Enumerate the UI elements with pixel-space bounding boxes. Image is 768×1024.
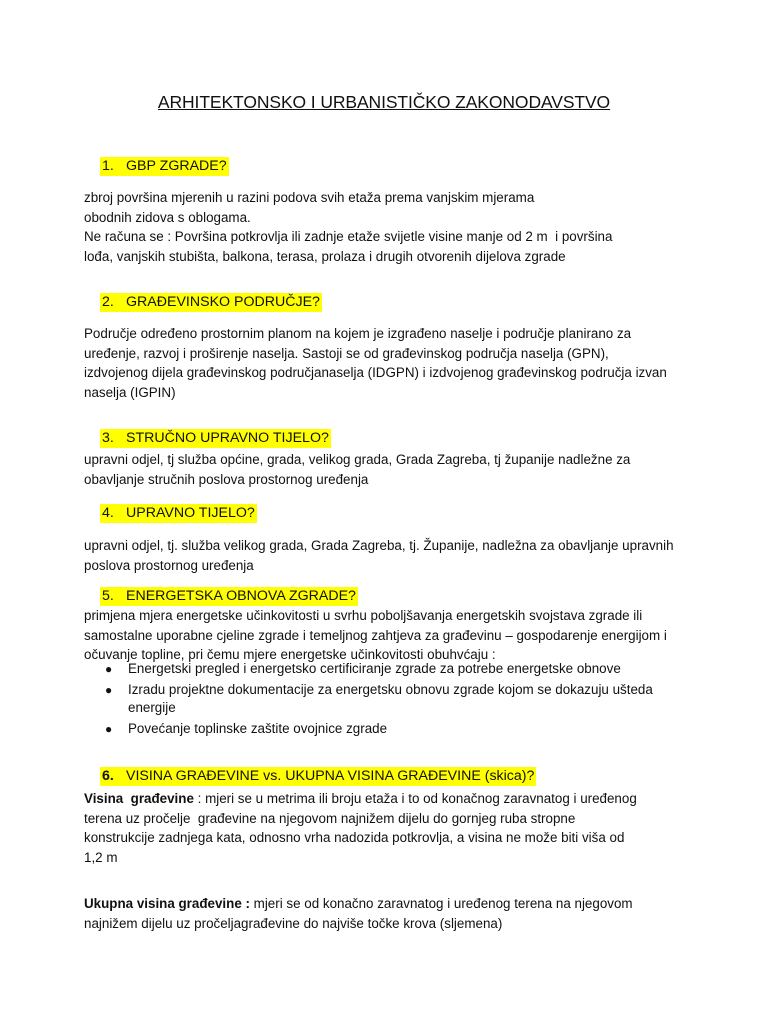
body-line: očuvanje topline, pri čemu mjere energetske učinkovitosti obuhvćaju : bbox=[84, 647, 496, 662]
definition-text: mjeri se od konačno zaravnatog i uređenog terena na njegovom bbox=[249, 896, 633, 911]
section-heading-4 bbox=[100, 504, 257, 523]
list-item bbox=[84, 681, 704, 718]
body-line: obodnih zidova s oblogama. bbox=[84, 209, 251, 225]
definition-text: : mjeri se u metrima ili broju etaža i to od konačnog zaravnatog i uređenog bbox=[193, 791, 637, 806]
bullet-list bbox=[84, 660, 704, 738]
section-number: 4. bbox=[102, 505, 114, 521]
section-heading-2 bbox=[100, 293, 322, 312]
section-number: 5. bbox=[102, 588, 114, 604]
list-item-text: Izradu projektne dokumentacije za energetsku obnovu zgrade kojom se dokazuju ušteda bbox=[128, 681, 653, 697]
section-heading-3 bbox=[100, 429, 331, 448]
body-line: primjena mjera energetske učinkovitosti u svrhu poboljšavanja energetskih svojstava zgrade ili bbox=[84, 608, 643, 623]
bullet-icon: ● bbox=[105, 682, 113, 697]
bullet-icon: ● bbox=[105, 662, 113, 676]
section-body-4 bbox=[84, 536, 704, 575]
body-line: uređenje, razvoj i proširenje naselja. Sastoji se od građevinskog područja naselja (GPN), bbox=[84, 345, 609, 361]
body-line: Područje određeno prostornim planom na kojem je izgrađeno naselje i područje planirano za bbox=[84, 326, 632, 341]
body-line bbox=[84, 789, 704, 809]
body-line: poslova prostornog uređenja bbox=[84, 557, 254, 573]
section-body-6b bbox=[84, 894, 704, 933]
section-body-5 bbox=[84, 606, 704, 665]
list-item-text: Povećanje toplinske zaštite ovojnice zgrade bbox=[128, 720, 388, 736]
list-item bbox=[84, 660, 704, 679]
body-line: Ne računa se : Površina potkrovlja ili zadnje etaže svijetle visine manje od 2 m i površina bbox=[84, 229, 613, 244]
body-line: lođa, vanjskih stubišta, balkona, terasa, prolaza i drugih otvorenih dijelova zgrade bbox=[84, 248, 566, 264]
list-item-text: Energetski pregled i energetsko certificiranje zgrade za potrebe energetske obnove bbox=[128, 661, 621, 676]
body-line: terena uz pročelje građevine na njegovom najnižem dijelu do gornjeg ruba stropne bbox=[84, 810, 576, 826]
section-body-3 bbox=[84, 450, 704, 489]
section-title: GBP ZGRADE? bbox=[126, 158, 227, 174]
body-line: izdvojenog dijela građevinskog područjanaselja (IDGPN) i izdvojenog građevinskog područja izvan bbox=[84, 365, 667, 380]
section-body-1 bbox=[84, 188, 704, 266]
bullet-icon: ● bbox=[105, 721, 113, 736]
document-title: ARHITEKTONSKO I URBANISTIČKO ZAKONODAVSTVO bbox=[157, 92, 611, 112]
section-title: UPRAVNO TIJELO? bbox=[126, 505, 255, 521]
body-line: upravni odjel, tj. služba velikog grada, Grada Zagreba, tj. Županije, nadležna za obavljanje upravnih bbox=[84, 538, 674, 553]
section-body-2 bbox=[84, 324, 704, 402]
body-line: obavljanje stručnih poslova prostornog uređenja bbox=[84, 471, 369, 487]
section-number: 6. bbox=[102, 768, 114, 784]
section-title: ENERGETSKA OBNOVA ZGRADE? bbox=[126, 588, 356, 604]
section-body-6a bbox=[84, 789, 704, 867]
section-heading-1 bbox=[100, 157, 229, 176]
section-heading-6 bbox=[100, 767, 536, 786]
term-ukupna-visina: Ukupna visina građevine : bbox=[84, 896, 250, 911]
body-line bbox=[84, 894, 704, 914]
section-heading-5 bbox=[100, 587, 358, 606]
body-line: konstrukcije zadnjega kata, odnosno vrha nadozida potkrovlja, a visina ne može biti viša od bbox=[84, 830, 625, 845]
section-number: 2. bbox=[102, 294, 114, 310]
section-number: 1. bbox=[102, 158, 114, 174]
body-line: zbroj površina mjerenih u razini podova svih etaža prema vanjskim mjerama bbox=[84, 190, 535, 205]
section-title: GRAĐEVINSKO PODRUČJE? bbox=[126, 294, 320, 310]
body-line: najnižem dijelu uz pročeljagrađevine do najviše točke krova (sljemena) bbox=[84, 915, 503, 931]
body-line: upravni odjel, tj služba općine, grada, velikog grada, Grada Zagreba, tj županije nadležne za bbox=[84, 452, 631, 467]
body-line: samostalne uporabne cjeline zgrade i temeljnog zahtjeva za građevinu – gospodarenje energijom i bbox=[84, 627, 667, 643]
body-line: naselja (IGPIN) bbox=[84, 384, 176, 400]
body-line: 1,2 m bbox=[84, 849, 118, 865]
term-visina: Visina građevine bbox=[84, 791, 194, 806]
list-item-text: energije bbox=[128, 700, 176, 715]
list-item bbox=[84, 720, 704, 739]
section-title: VISINA GRAĐEVINE vs. UKUPNA VISINA GRAĐEVINE (skica)? bbox=[126, 768, 535, 784]
section-number: 3. bbox=[102, 430, 114, 446]
section-title: STRUČNO UPRAVNO TIJELO? bbox=[126, 430, 329, 446]
